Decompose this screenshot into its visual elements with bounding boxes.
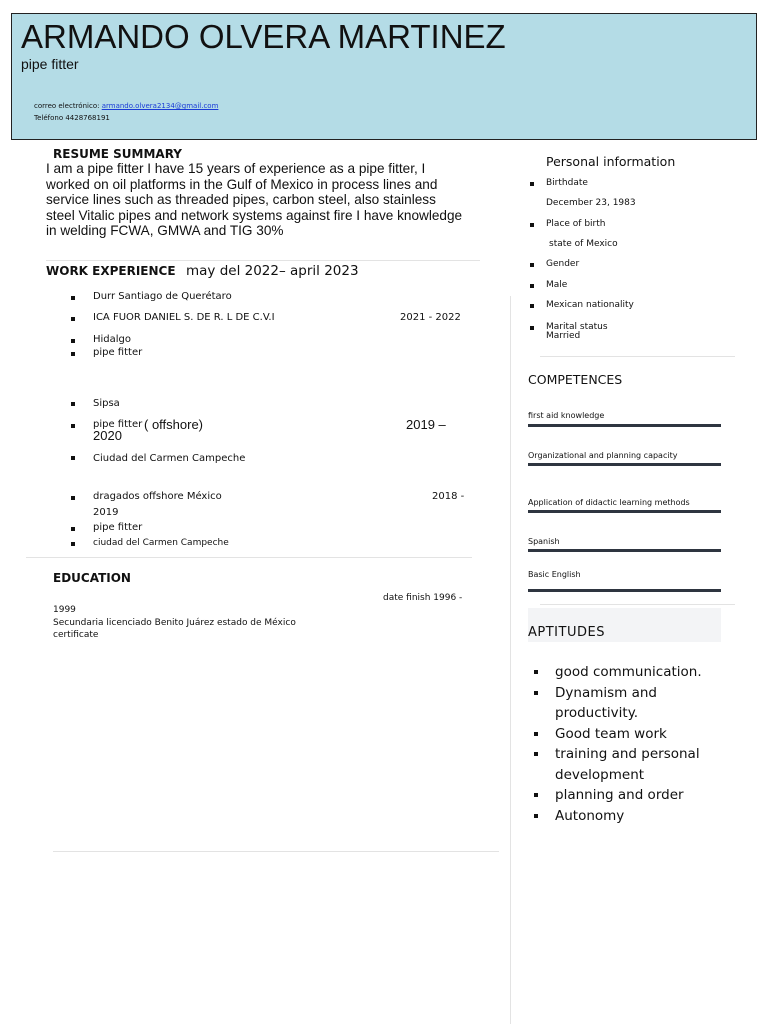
competence-label: Application of didactic learning methods <box>528 498 690 507</box>
bullet <box>530 263 534 267</box>
bullet <box>530 223 534 227</box>
divider <box>26 557 472 558</box>
competence-label: Spanish <box>528 537 560 546</box>
divider <box>46 260 480 261</box>
competence-bar <box>528 424 721 427</box>
job3-company: dragados offshore México <box>93 491 222 502</box>
competence-bar <box>528 463 721 466</box>
job1-years: 2021 - 2022 <box>400 312 461 323</box>
divider <box>540 356 735 357</box>
header-banner <box>11 13 757 140</box>
aptitude-item: Autonomy <box>530 806 735 827</box>
work-experience-title: WORK EXPERIENCE <box>46 264 176 278</box>
job2-years-start: 2019 – <box>406 417 446 432</box>
divider <box>53 851 499 852</box>
job3-years-end: 2019 <box>93 507 119 518</box>
education-date: date finish 1996 - <box>383 593 463 603</box>
bullet <box>71 352 75 356</box>
applicant-role: pipe fitter <box>21 56 79 72</box>
birthplace-label: Place of birth <box>546 219 606 229</box>
bullet <box>530 182 534 186</box>
marital-value: Married <box>546 331 581 341</box>
aptitude-item: training and personal development <box>530 744 735 785</box>
competences-title: COMPETENCES <box>528 372 623 387</box>
bullet <box>530 284 534 288</box>
job2-note: ( offshore) <box>144 417 204 432</box>
personal-info-title: Personal information <box>546 154 676 169</box>
bullet <box>71 402 75 406</box>
bullet <box>71 339 75 343</box>
aptitude-item: good communication. <box>530 662 735 683</box>
aptitude-item: Good team work <box>530 724 735 745</box>
competence-label: Organizational and planning capacity <box>528 451 678 460</box>
job1-role: pipe fitter <box>93 347 143 358</box>
job3-city: ciudad del Carmen Campeche <box>93 538 229 548</box>
work-experience-period: may del 2022– april 2023 <box>186 263 359 279</box>
job3-role: pipe fitter <box>93 522 143 533</box>
nationality: Mexican nationality <box>546 300 634 310</box>
job2-role: pipe fitter <box>93 419 143 430</box>
bullet <box>71 527 75 531</box>
aptitude-item: planning and order <box>530 785 735 806</box>
bullet <box>71 496 75 500</box>
phone-line: Teléfono 4428768191 <box>34 114 110 122</box>
birthplace-value: state of Mexico <box>549 239 618 249</box>
bullet <box>71 456 75 460</box>
birthdate-value: December 23, 1983 <box>546 198 636 208</box>
divider <box>540 604 735 605</box>
birthdate-label: Birthdate <box>546 178 588 188</box>
email-link[interactable]: armando.olvera2134@gmail.com <box>101 102 219 110</box>
bullet <box>71 296 75 300</box>
job1-company: ICA FUOR DANIEL S. DE R. L DE C.V.I <box>93 312 275 323</box>
competence-bar <box>528 589 721 592</box>
bullet <box>71 542 75 546</box>
gender-value: Male <box>546 280 568 290</box>
bullet <box>530 326 534 330</box>
education-certificate: certificate <box>53 630 99 640</box>
summary-title: RESUME SUMMARY <box>53 147 182 161</box>
aptitudes-list <box>530 662 735 826</box>
competence-bar <box>528 510 721 513</box>
aptitudes-title: APTITUDES <box>528 625 605 640</box>
gender-label: Gender <box>546 259 580 269</box>
job2-city: Ciudad del Carmen Campeche <box>93 453 246 464</box>
job1-city: Hidalgo <box>93 334 132 345</box>
education-title: EDUCATION <box>53 571 131 585</box>
job1-place: Durr Santiago de Querétaro <box>93 291 232 302</box>
column-divider <box>510 296 511 1024</box>
summary-text: I am a pipe fitter I have 15 years of experience as a pipe fitter, I worked on oil platforms in the Gulf of Mexico in process lines and service lines such as threaded pipes, carbon steel, also stainless steel Vitalic pipes and network systems against fire I have knowledge in welding FCWA, GMWA and TIG 30% <box>46 161 463 238</box>
job3-years-start: 2018 - <box>432 491 465 502</box>
email-line <box>34 102 218 110</box>
aptitude-item: Dynamism and productivity. <box>530 683 735 724</box>
competence-bar <box>528 549 721 552</box>
email-label: correo electrónico: <box>34 102 100 110</box>
marital-label: Marital status <box>546 322 608 332</box>
job2-company: Sipsa <box>93 398 120 409</box>
education-school: Secundaria licenciado Benito Juárez estado de México <box>53 618 296 628</box>
bullet <box>71 317 75 321</box>
competence-label: Basic English <box>528 570 581 579</box>
competence-label: first aid knowledge <box>528 411 605 420</box>
bullet <box>530 304 534 308</box>
job2-years-end: 2020 <box>93 428 122 443</box>
education-year: 1999 <box>53 605 76 615</box>
bullet <box>71 424 75 428</box>
applicant-name: ARMANDO OLVERA MARTINEZ <box>21 18 506 55</box>
